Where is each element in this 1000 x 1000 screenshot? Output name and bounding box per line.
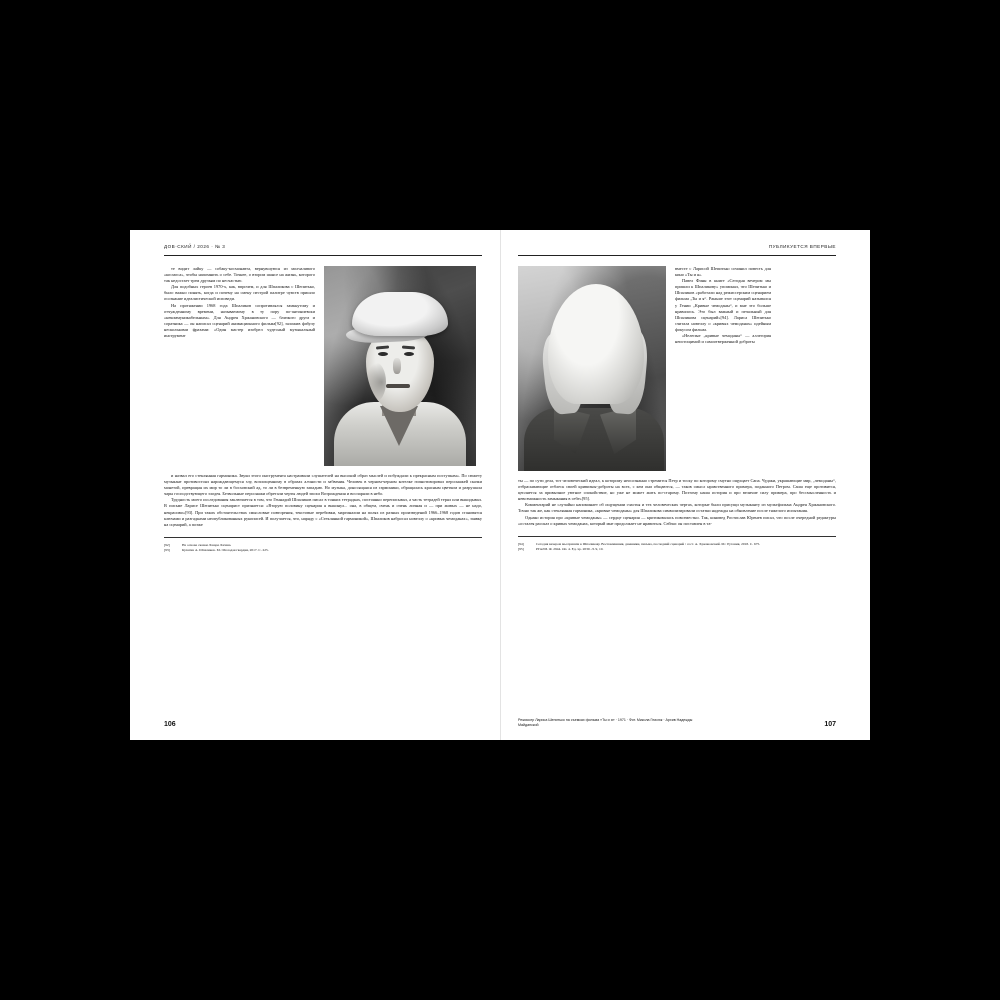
- photo-man-in-cap: [324, 266, 476, 466]
- footnote-text: Кулагин А. Шпаликов. М.: Молодая гвардия, 2017. С. 225.: [182, 547, 269, 552]
- photo-caption: Режиссер Лариса Шепитько на съемках фильма «Ты и я» · 1971 · Фот. Микола Гнисюк · Архив Надежды Майданской: [518, 718, 693, 727]
- footnote-number: [92]: [164, 542, 170, 547]
- paragraph: Комментарий не случайно напоминает об ощущении счастья и тех человеческих чертах, которые были присущи музыканту из мультфильма Андрея Хржановского. Точно так же, как стеклянная гармоника, «кривые чемоданы» для Шпаликова символизировали остатки надежды на обновление после тяжелого испытания.: [518, 502, 836, 514]
- paragraph: На протяжении 1968 года Шпаликов сопротивлялся замкнутому и отчужденному времени, называемому в ту пору по-антониевски «некоммуникабельным». Для Андрея Хржановского — близкого друга и соратника — он написал сценарий анимационного фильма[92], заложив фабулу несколькими фразами: «Один мастер изобрел чудесный музыкальный инструмент: [164, 302, 315, 339]
- paragraph: и назвал его стеклянная гармоника. Звуки этого инструмента настраивали слушателей на высокий образ мыслей и побуждали к прекрасным поступкам». По сюжету музыкант противостоял нарождающемуся злу, воплощенному в образах алчности и забвения. Человек в черном-черном котелке гипнотизировал персонажей сказки монетой, превращая их мир то ли в босховский ад, то ли в безвременную западню. Но музыка, доносящаяся из гармоники, обращалась красным цветком и разрушала чары господствующего злодея. Безвольные персонажи обретали черты людей эпохи Возрождения и воспаряли в небо.: [164, 473, 482, 497]
- right-folio: 107: [824, 721, 836, 728]
- right-page-footer: [518, 718, 836, 728]
- footnote-text: На основе сказки Лазаря Лагина.: [182, 542, 232, 547]
- left-running-head: [164, 244, 482, 256]
- right-narrow-column: [675, 266, 771, 471]
- footnote: [164, 548, 482, 553]
- photo-image: [324, 266, 476, 466]
- footnote-text: Сегодня вечером мы пришли к Шпаликову. Воспоминания, дневники, письма, последний сценарий / сост. А. Хржановский. М.: Рутения, 2018. С. 675.: [536, 541, 761, 546]
- right-running-head: [518, 244, 836, 256]
- paragraph: Однако история про «кривые чемоданы» — сердце сценария — критиковалась повсеместно. Так, киновед Ростислав Юренев писал, что после очередной редактуры «осталея рассказ о кривых чемоданах, который мне продолжает не нравиться. Сейчас он поставлен в та-: [518, 514, 836, 526]
- footnote: [518, 547, 836, 552]
- left-page-footer: [164, 721, 482, 728]
- footnote-number: [93]: [164, 547, 170, 552]
- right-footer-caption-slot: [518, 718, 824, 728]
- paragraph: ты — по сути дела, тот человеческий идеал, к которому неосознанно стремится Петр и тоску по которому смутно ощущает Сапа. Чудаки, украшающие мир, „чемоданы“, отбрасывающие отблеск своей кривизны-доброты на всех, с кем они общаются, — таков смысл нравственного примера, поданного Петром. Саша еще противится, цепляется за привычное уютное спокойствие, но уже не может жить по-старому. Поэтому наша история и про величие силу примера, про бессмысленность и невозможность замыкания в себе»[95].: [518, 478, 836, 502]
- paragraph: вместе с Ларисой Шепитько сочинил повесть для кино «Ты и я».: [675, 266, 771, 278]
- right-running-head-text: ПУБЛИКУЕТСЯ ВПЕРВЫЕ: [768, 244, 836, 249]
- right-full-width-text: [518, 478, 836, 527]
- paragraph: те видит лайку — собаку-космонавта, вернувшуюся из молчаливого «космоса», чтобы напомнить о себе. Точнее, о втором шансе на жизнь, которого так недостает трем друзьям по несчастью.: [164, 266, 315, 284]
- left-top-columns: [164, 266, 482, 466]
- footnote-number: [95]: [518, 546, 524, 551]
- footnote-number: [94]: [518, 541, 524, 546]
- photo-woman-in-headscarf: [518, 266, 666, 471]
- paragraph: Павел Финн в книге «Сегодня вечером мы пришли к Шпаликову» упоминал, что Шепитько и Шпаликов «работали над режиссерским сценарием фильма „Ты и я“. Раньше этот сценарий назывался у Гении „Кривые чемоданы“, и мне это больше нравилось. Это был важный и печальный для Шпаликова сценарий»[94]. Лариса Шепитько считала новеллу о «кривых чемоданах» идейным фокусом фильма.: [675, 278, 771, 332]
- left-full-width-text: [164, 473, 482, 528]
- left-text-column: [164, 266, 315, 466]
- footnote-text: РГАЛИ. Ф. 2944. Оп. 4. Ед. хр. 2030. Л. 9, 10.: [536, 546, 604, 551]
- left-page: [130, 230, 500, 740]
- right-page: [500, 230, 870, 740]
- right-footnotes: [518, 536, 836, 552]
- left-footnotes: [164, 537, 482, 553]
- paragraph: Трудность моего исследования заключается в том, что Геннадий Шпаликов писал в тонких тетрадках, постоянно переписывал, а часть тетрадей терял или выкидывал. В письме Ларисе Шепитько сценарист признается: «Вторую половину сценария я выкинул... она, в общем, очень и очень личная и — при живых — не надо, некрасиво»[93]. При таких обстоятельствах смысловые повторения, текстовые перебивки, маргиналии на полях из разных произведений 1966–1968 годов становятся ключами и разгадками неопубликованных рукописей. И получается, что, наряду с «Стеклянной гармоникой», Шпаликов набросал новеллу о «кривых чемоданах», заявку на сценарий, а позже: [164, 497, 482, 527]
- paragraph: Для подобных героев 1970-х, как, впрочем, и для Шпаликова с Шепитько, было важно понять, когда и почему на смену пестрой палитре чувств пришло осознание идеалистической исповеди.: [164, 284, 315, 302]
- right-top-columns: [518, 266, 836, 471]
- photo-image: [518, 266, 666, 471]
- left-folio: 106: [164, 721, 176, 728]
- book-spread: [130, 230, 870, 740]
- left-running-head-text: ДОВ·СКИЙ / 2026 · № 3: [164, 244, 226, 249]
- paragraph: «Нелепые „кривые чемоданы“ — аллегория неистощимой и самоотверженной доброты: [675, 333, 771, 345]
